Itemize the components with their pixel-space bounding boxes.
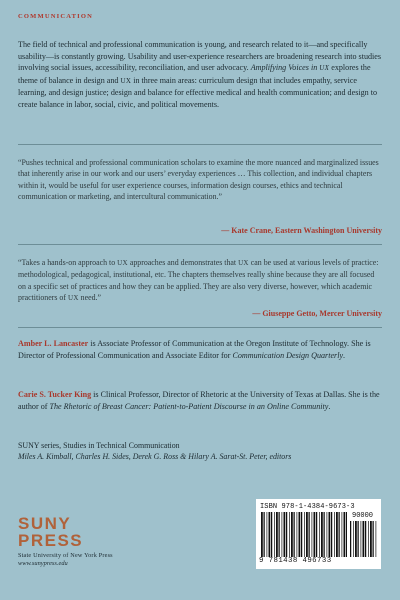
bio-text: . xyxy=(343,350,346,360)
barcode-bars-icon xyxy=(261,512,347,557)
barcode-addon-bars-icon xyxy=(350,521,377,557)
divider xyxy=(18,327,382,328)
author-bio-2 xyxy=(18,389,382,412)
author-name: Amber L. Lancaster xyxy=(18,339,89,348)
author-bio-1 xyxy=(18,338,382,361)
quote-ux: UX xyxy=(117,259,128,267)
series-editors: Miles A. Kimball, Charles H. Sides, Derek G. Ross & Hilary A. Sarat-St. Peter, editors xyxy=(18,452,292,462)
review-quote-2 xyxy=(18,257,382,304)
isbn-barcode xyxy=(256,499,381,569)
bio-text: is Clinical Professor, Director of Rhetoric at the University of Texas at Dallas. She is the author of xyxy=(18,390,380,411)
bio-book: The Rhetoric of Breast Cancer: Patient-to-Patient Discourse in an Online Community xyxy=(49,401,329,411)
blurb-book-title-ux: UX xyxy=(319,64,330,73)
quote-part: “Takes a hands-on approach to xyxy=(18,258,118,267)
review-attribution-2: — Giuseppe Getto, Mercer University xyxy=(252,309,382,318)
barcode-number: 9 781438 496733 xyxy=(259,557,332,565)
bio-text: . xyxy=(328,401,331,411)
quote-part: approaches and demonstrates that xyxy=(127,258,239,267)
publisher-url: www.sunypress.edu xyxy=(18,560,68,567)
blurb-part: The field of technical and professional communication is young, and research related to it—and specifically usability—is constantly growing. Usability and user-experience researchers are broadening research into studies involving social issues, accessibility, reconciliation, and user advocacy. xyxy=(18,40,382,73)
blurb-part: explores the theme of balance in design and xyxy=(18,63,371,85)
publisher-name: State University of New York Press xyxy=(18,552,113,559)
series-info xyxy=(18,440,382,463)
blurb-book-title: Amplifying Voices in xyxy=(250,63,320,73)
category-label: COMMUNICATION xyxy=(18,13,94,20)
isbn-text: ISBN 978-1-4384-9673-3 xyxy=(260,503,355,511)
blurb-ux: UX xyxy=(120,76,132,85)
book-description xyxy=(18,39,382,111)
series-title: SUNY series, Studies in Technical Communication xyxy=(18,441,180,450)
logo-suny-text: SUNY xyxy=(18,514,72,533)
review-attribution-1: — Kate Crane, Eastern Washington University xyxy=(221,226,382,235)
quote-part: need.” xyxy=(78,292,102,302)
author-name: Carie S. Tucker King xyxy=(18,390,92,399)
logo-press-text: PRESS xyxy=(18,531,84,550)
bio-text: is Associate Professor of Communication at the Oregon Institute of Technology. She is Director of Professional Communication and Associate Editor for xyxy=(18,339,371,360)
divider xyxy=(18,244,382,245)
quote-ux: UX xyxy=(67,293,79,302)
bio-journal: Communication Design Quarterly xyxy=(232,350,344,360)
divider xyxy=(18,144,382,145)
blurb-part: in three main areas: curriculum design that includes empathy, service learning, and design justice; design and balance for effective medical and health communication; and design to create balance in labor, social, civic, and political movements. xyxy=(18,75,378,109)
quote-ux: UX xyxy=(238,259,249,267)
publisher-logo xyxy=(18,515,168,567)
price-code: 90000 xyxy=(352,512,374,520)
quote-part: can be used at various levels of practice: methodological, pedagogical, institutional, etc. The chapters themselves really shine because they are all focused on a specific set of practices and how they can be applied. They are also very diverse, however, which academic practitioners of xyxy=(18,258,379,302)
review-quote-1: “Pushes technical and professional communication scholars to examine the more nuanced and marginalized issues that inherently arise in our work and our users’ everyday experiences … This collection, and individual chapters within it, would be useful for user experience courses, information design courses, ethics and technical communication or marketing, and intercultural communication.” xyxy=(18,158,379,201)
